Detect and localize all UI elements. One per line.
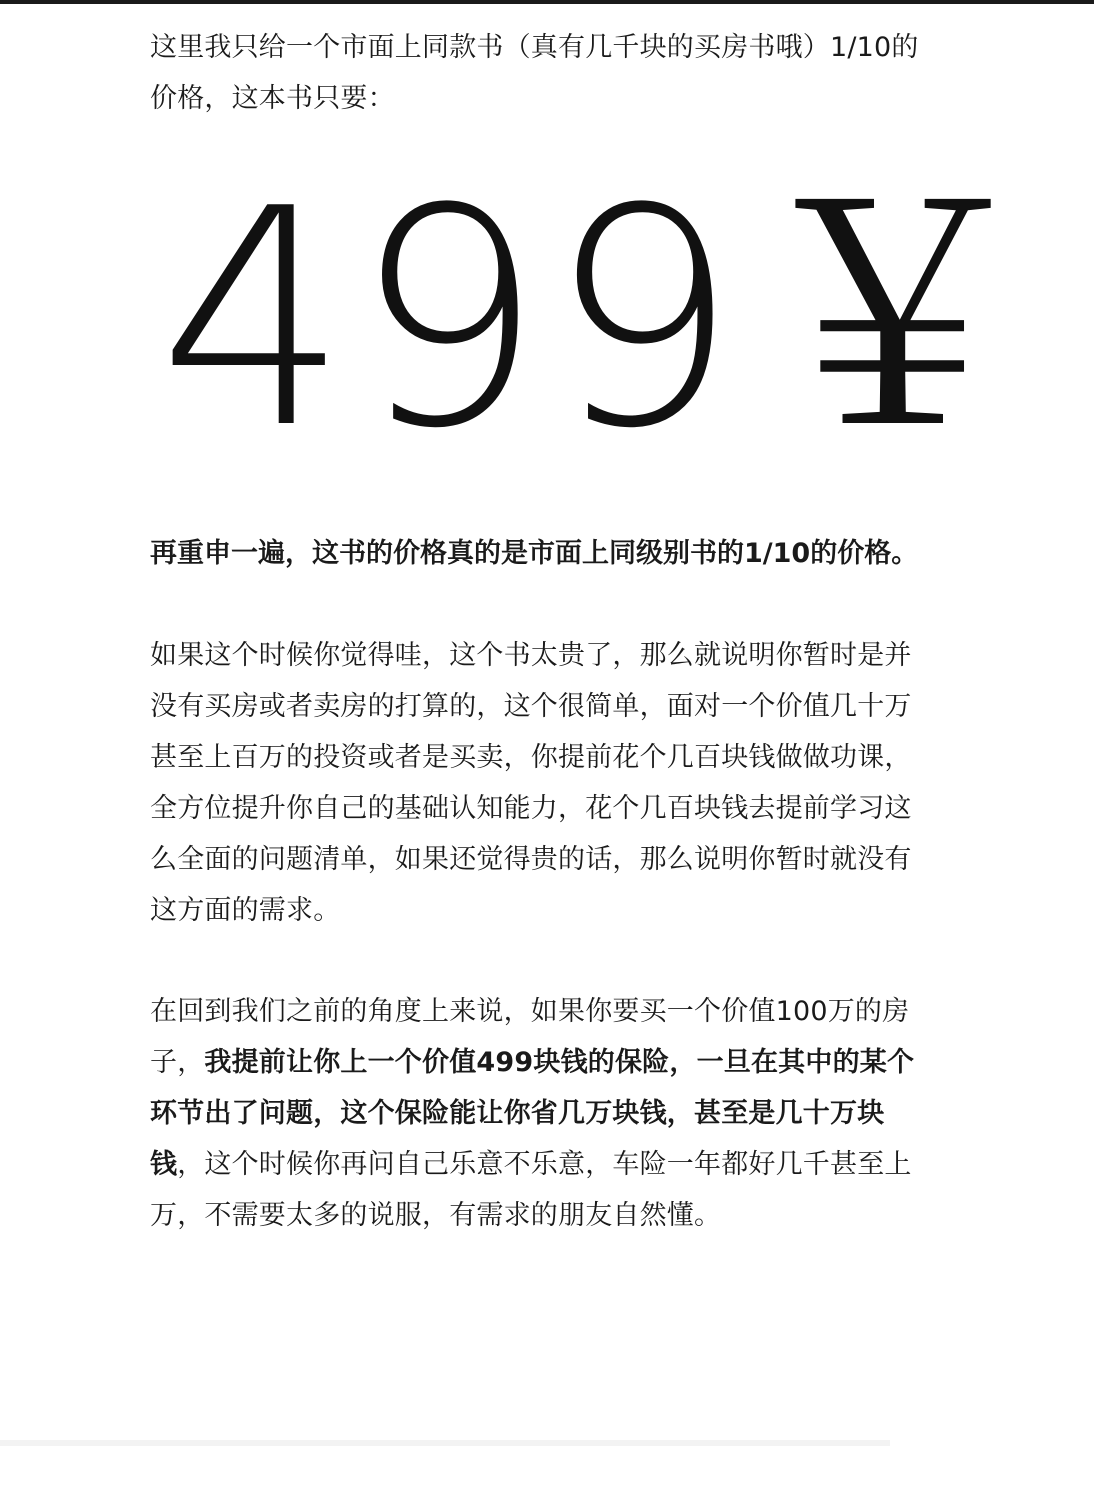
paragraph-insurance-part-3: ，这个时候你再问自己乐意不乐意，车险一年都好几千甚至上万，不需要太多的说服，有需求的朋友自然懂。 — [150, 1149, 912, 1231]
paragraph-expensive: 如果这个时候你觉得哇，这个书太贵了，那么就说明你暂时是并没有买房或者卖房的打算的，这个很简单，面对一个价值几十万甚至上百万的投资或者是买卖，你提前花个几百块钱做做功课，全方位提升你自己的基础认知能力，花个几百块钱去提前学习这么全面的问题清单，如果还觉得贵的话，那么说明你暂时就没有这方面的需求。 — [150, 640, 912, 926]
paragraph-insurance-bold: 我提前让你上一个价值499块钱的保险，一旦在其中的某个环节出了问题，这个保险能让你省几万块钱，甚至是几十万块钱 — [150, 1047, 915, 1180]
intro-paragraph: 这里我只给一个市面上同款书（真有几千块的买房书哦）1/10的价格，这本书只要： — [150, 32, 919, 114]
restatement-line: 再重申一遍，这书的价格真的是市面上同级别书的1/10的价格。 — [150, 538, 919, 569]
paragraph-insurance — [150, 986, 935, 1241]
paragraph-insurance-part-1: 在回到我们之前的角度上来说，如果你要买一个价值100万的房子， — [150, 996, 910, 1078]
top-border-line — [0, 0, 1094, 4]
document-page — [150, 22, 950, 124]
price-display: 499￥ — [158, 145, 1047, 494]
bottom-scan-shade — [0, 1440, 890, 1446]
